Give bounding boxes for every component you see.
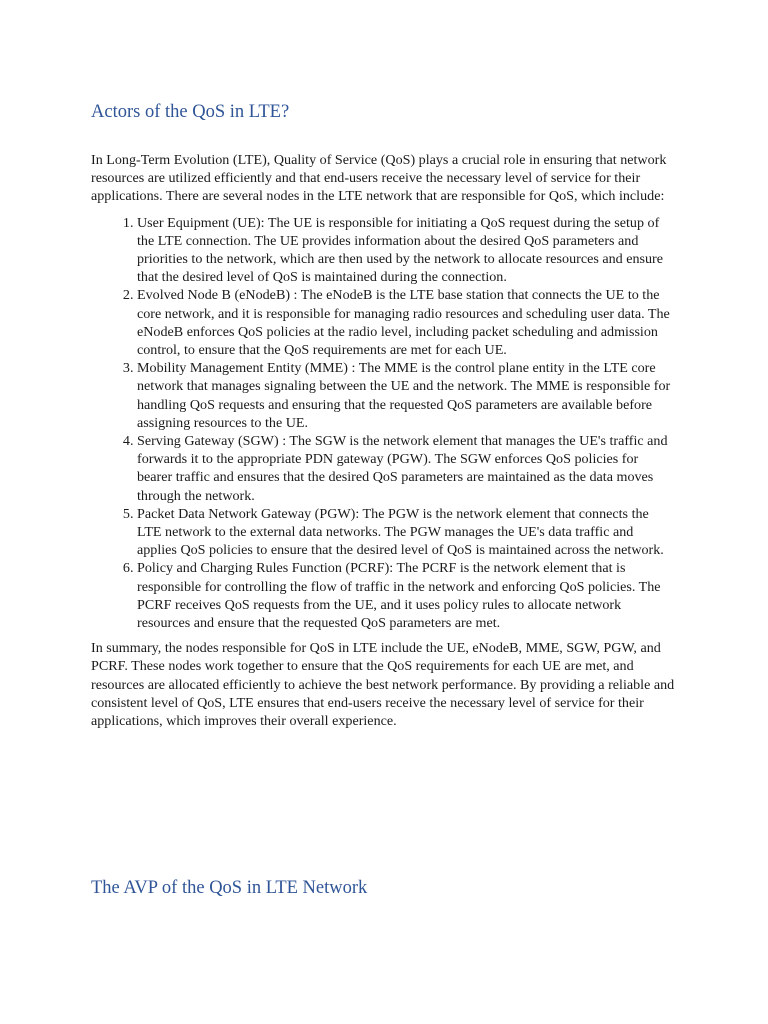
list-item-enodeb: 2. Evolved Node B (eNodeB) : The eNodeB is the LTE base station that connects the UE to the core network, and it is responsible for managing radio resources and scheduling user data. The eNodeB enforces QoS policies at the radio level, including packet scheduling and admission control, to ensure that the QoS requirements are met for each UE. xyxy=(137,286,676,359)
qos-nodes-list xyxy=(91,214,676,633)
list-item-pgw: 5. Packet Data Network Gateway (PGW): The PGW is the network element that connects the LTE network to the external data networks. The PGW manages the UE's data traffic and applies QoS policies to ensure that the desired level of QoS is maintained across the network. xyxy=(137,505,676,560)
intro-paragraph: In Long-Term Evolution (LTE), Quality of Service (QoS) plays a crucial role in ensuring that network resources are utilized efficiently and that end-users receive the necessary level of service for their applications. There are several nodes in the LTE network that are responsible for QoS, which include: xyxy=(91,152,667,205)
section-body xyxy=(91,151,676,730)
list-item-mme: 3. Mobility Management Entity (MME) : The MME is the control plane entity in the LTE core network that manages signaling between the UE and the network. The MME is responsible for handling QoS requests and ensuring that the requested QoS parameters are available before assigning resources to the UE. xyxy=(137,359,676,432)
section-heading-actors: Actors of the QoS in LTE? xyxy=(91,102,290,122)
list-item-pcrf: 6. Policy and Charging Rules Function (PCRF): The PCRF is the network element that is responsible for controlling the flow of traffic in the network and enforcing QoS policies. The PCRF receives QoS requests from the UE, and it uses policy rules to allocate network resources and ensure that the requested QoS parameters are met. xyxy=(137,559,676,632)
list-item-sgw: 4. Serving Gateway (SGW) : The SGW is the network element that manages the UE's traffic and forwards it to the appropriate PDN gateway (PGW). The SGW enforces QoS policies for bearer traffic and ensures that the desired QoS parameters are maintained as the data moves through the network. xyxy=(137,432,676,505)
section-heading-avp: The AVP of the QoS in LTE Network xyxy=(91,878,368,898)
list-item-ue: 1. User Equipment (UE): The UE is responsible for initiating a QoS request during the setup of the LTE connection. The UE provides information about the desired QoS parameters and priorities to the network, which are then used by the network to allocate resources and ensure that the desired level of QoS is maintained during the connection. xyxy=(137,214,676,287)
summary-paragraph: In summary, the nodes responsible for QoS in LTE include the UE, eNodeB, MME, SGW, PGW, and PCRF. These nodes work together to ensure that the QoS requirements for each UE are met, and resources are allocated efficiently to achieve the best network performance. By providing a reliable and consistent level of QoS, LTE ensures that end-users receive the necessary level of service for their applications, which improves their overall experience. xyxy=(91,640,675,730)
